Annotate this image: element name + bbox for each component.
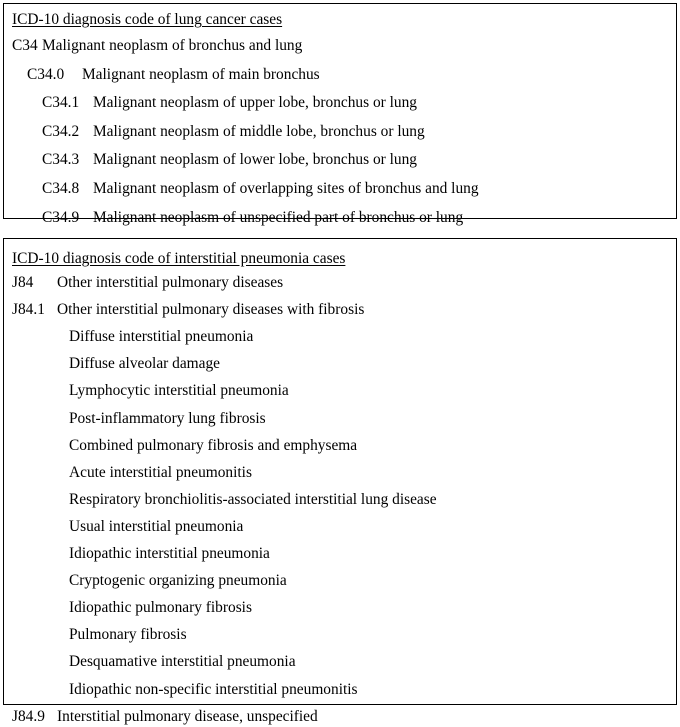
code-cell: C34 (12, 37, 38, 54)
code-row (4, 273, 676, 293)
code-row (4, 652, 676, 672)
lung-cancer-box-inner (4, 4, 676, 226)
code-row (4, 208, 676, 228)
code-row (4, 93, 676, 113)
description-cell: Idiopathic interstitial pneumonia (69, 545, 270, 562)
code-row (4, 36, 676, 56)
description-cell: Post-inflammatory lung fibrosis (69, 409, 266, 427)
description-cell: Lymphocytic interstitial pneumonia (69, 382, 289, 400)
code-cell: J84 (12, 274, 34, 291)
description-cell: Malignant neoplasm of lower lobe, bronchus or lung (93, 151, 417, 169)
code-cell: C34.8 (42, 180, 80, 197)
description-cell: Idiopathic pulmonary fibrosis (69, 599, 252, 617)
description-cell: Malignant neoplasm of middle lobe, bronchus or lung (93, 122, 425, 140)
code-cell: C34.3 (42, 151, 80, 169)
description-cell: Malignant neoplasm of bronchus and lung (42, 37, 303, 54)
code-row (4, 463, 676, 483)
code-row (4, 409, 676, 429)
description-cell: Interstitial pulmonary disease, unspecified (57, 707, 318, 725)
code-row (4, 490, 676, 510)
description-cell: Malignant neoplasm of unspecified part of bronchus or lung (93, 208, 464, 226)
code-row (4, 122, 676, 142)
interstitial-pneumonia-code-box (3, 238, 677, 725)
code-row (4, 571, 676, 591)
code-cell: C34.2 (42, 122, 80, 140)
description-cell: Cryptogenic organizing pneumonia (69, 572, 287, 590)
description-cell: Combined pulmonary fibrosis and emphysema (69, 436, 358, 454)
code-row (4, 436, 676, 456)
code-row (4, 381, 676, 401)
code-row (4, 598, 676, 618)
description-cell: Other interstitial pulmonary diseases with fibrosis (57, 301, 365, 319)
description-cell: Malignant neoplasm of main bronchus (82, 65, 320, 83)
description-cell: Desquamative interstitial pneumonia (69, 653, 296, 671)
description-cell: Acute interstitial pneumonitis (69, 463, 252, 481)
description-cell: Malignant neoplasm of upper lobe, bronchus or lung (93, 94, 417, 112)
code-row (4, 680, 676, 700)
description-cell: Other interstitial pulmonary diseases (57, 274, 284, 291)
description-cell: Usual interstitial pneumonia (69, 517, 244, 535)
code-row (4, 300, 676, 320)
description-cell: Idiopathic non-specific interstitial pneumonitis (69, 680, 358, 698)
code-cell: J84.1 (12, 301, 45, 319)
lung-cancer-code-box (3, 3, 677, 226)
code-cell: C34.9 (42, 208, 80, 226)
code-cell: C34.0 (27, 65, 65, 83)
code-row (4, 179, 676, 199)
description-cell: Diffuse alveolar damage (69, 355, 220, 373)
lung-cancer-box-title: ICD-10 diagnosis code of lung cancer cases (12, 11, 283, 28)
interstitial-pneumonia-box-inner (4, 239, 676, 725)
code-row (4, 150, 676, 170)
code-row (4, 354, 676, 374)
code-row (4, 707, 676, 727)
code-cell: J84.9 (12, 707, 45, 725)
code-row (4, 625, 676, 645)
code-row (4, 327, 676, 347)
code-row (4, 517, 676, 537)
description-cell: Pulmonary fibrosis (69, 626, 187, 644)
interstitial-pneumonia-box-title: ICD-10 diagnosis code of interstitial pneumonia cases (12, 250, 346, 267)
code-cell: C34.1 (42, 94, 80, 112)
code-row (4, 544, 676, 564)
code-row (4, 65, 676, 85)
description-cell: Diffuse interstitial pneumonia (69, 328, 254, 346)
description-cell: Respiratory bronchiolitis-associated interstitial lung disease (69, 490, 437, 508)
description-cell: Malignant neoplasm of overlapping sites of bronchus and lung (93, 180, 479, 197)
